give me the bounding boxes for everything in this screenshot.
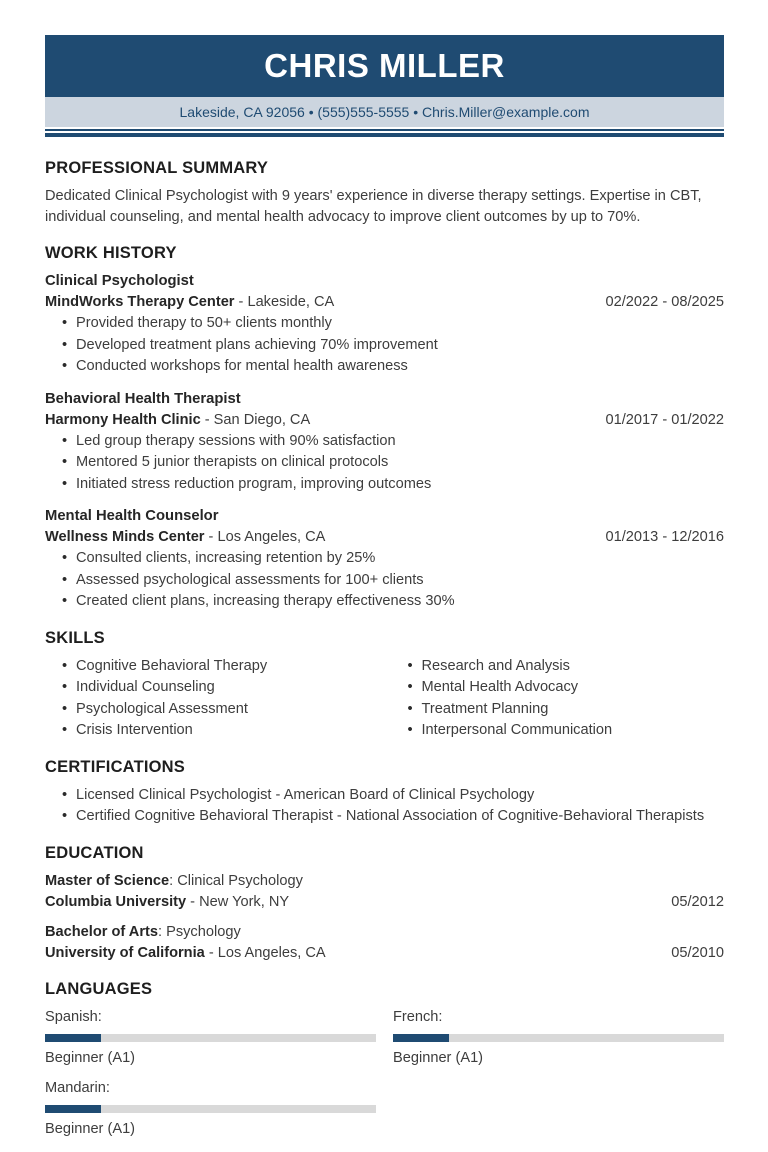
education-heading: EDUCATION: [45, 843, 144, 862]
job-company-location: [45, 410, 310, 431]
job-company: Wellness Minds Center: [45, 529, 205, 545]
job-title: Clinical Psychologist: [45, 273, 194, 289]
certification-item: • Licensed Clinical Psychologist - American Board of Clinical Psychology: [45, 785, 724, 807]
job-location: - Lakeside, CA: [234, 294, 335, 310]
job-bullet-list: [45, 431, 724, 496]
job-dates: 01/2013 - 12/2016: [605, 529, 724, 545]
certification-item: • Certified Cognitive Behavioral Therapist - National Association of Cognitive-Behavioral Therapists: [45, 806, 724, 828]
section-skills: [45, 629, 724, 742]
education-school-location: [45, 892, 289, 913]
work-history-heading: WORK HISTORY: [45, 244, 177, 262]
education-location: - Los Angeles, CA: [204, 944, 326, 961]
language-level-fill: [393, 1034, 449, 1042]
language-level-track: [45, 1105, 376, 1113]
skill-item: • Psychological Assessment: [45, 699, 379, 721]
education-entry: [45, 922, 724, 964]
skill-item: • Treatment Planning: [391, 699, 725, 721]
header-divider-thick: [45, 133, 724, 137]
job-bullet: • Assessed psychological assessments for 100+ clients: [45, 570, 724, 592]
language-level-track: [45, 1034, 376, 1042]
skills-heading: SKILLS: [45, 628, 105, 647]
section-education: [45, 844, 724, 964]
language-level-label: Beginner (A1): [45, 1120, 136, 1137]
job-bullet-list: [45, 313, 724, 378]
job-dates: 01/2017 - 01/2022: [605, 411, 724, 428]
job-location: - San Diego, CA: [200, 411, 311, 428]
job-bullet: • Developed treatment plans achieving 70% improvement: [45, 335, 724, 357]
education-degree: Master of Science: [45, 872, 170, 889]
education-degree-line: [45, 922, 724, 943]
job-company-line: [45, 410, 724, 431]
skill-item: • Cognitive Behavioral Therapy: [45, 656, 379, 678]
language-name: Spanish:: [45, 1008, 102, 1025]
language-entry: [393, 1007, 724, 1068]
language-entry: [45, 1007, 376, 1068]
job-bullet: • Consulted clients, increasing retention by 25%: [45, 548, 724, 570]
job-location: - Los Angeles, CA: [204, 529, 326, 545]
language-level-label: Beginner (A1): [393, 1049, 484, 1066]
languages-heading: LANGUAGES: [45, 979, 153, 998]
job-bullet: • Provided therapy to 50+ clients monthly: [45, 313, 724, 335]
job-entry: [45, 506, 724, 613]
job-title: Behavioral Health Therapist: [45, 390, 241, 407]
language-level-fill: [45, 1105, 101, 1113]
job-company-line: [45, 292, 724, 313]
education-school-location: [45, 943, 326, 964]
job-title: Mental Health Counselor: [45, 508, 219, 524]
resume-header: [45, 35, 724, 137]
languages-grid: [45, 1007, 724, 1139]
candidate-name: CHRIS MILLER: [264, 47, 505, 84]
contact-line: Lakeside, CA 92056 • (555)555-5555 • Chris.Miller@example.com: [179, 104, 590, 120]
education-school: Columbia University: [45, 893, 187, 910]
skills-columns: [45, 656, 724, 742]
certifications-heading: CERTIFICATIONS: [45, 757, 185, 776]
job-bullet: • Led group therapy sessions with 90% satisfaction: [45, 431, 724, 453]
name-banner: [45, 35, 724, 97]
job-dates: 02/2022 - 08/2025: [605, 294, 724, 310]
job-bullet: • Created client plans, increasing therapy effectiveness 30%: [45, 591, 724, 613]
job-bullet: • Mentored 5 junior therapists on clinical protocols: [45, 452, 724, 474]
header-divider-thin: [45, 129, 724, 131]
education-degree: Bachelor of Arts: [45, 923, 158, 940]
summary-text: Dedicated Clinical Psychologist with 9 years' experience in diverse therapy settings. Expertise in CBT, individual counseling, and mental health advocacy to improve client outcomes by up to 70%.: [45, 188, 702, 225]
skill-item: • Interpersonal Communication: [391, 720, 725, 742]
job-bullet: • Conducted workshops for mental health awareness: [45, 356, 724, 378]
skills-list-right: [391, 656, 725, 742]
education-school: University of California: [45, 944, 205, 961]
job-bullet: • Initiated stress reduction program, improving outcomes: [45, 474, 724, 496]
language-name: French:: [393, 1008, 443, 1025]
language-level-track: [393, 1034, 724, 1042]
education-location: - New York, NY: [186, 893, 290, 910]
education-date: 05/2012: [671, 893, 724, 910]
language-level-label: Beginner (A1): [45, 1049, 136, 1066]
job-company: Harmony Health Clinic: [45, 411, 201, 428]
job-company-line: [45, 527, 724, 548]
education-school-line: [45, 892, 724, 913]
job-company-location: [45, 292, 334, 313]
skill-item: • Individual Counseling: [45, 677, 379, 699]
skill-item: • Mental Health Advocacy: [391, 677, 725, 699]
skills-list-left: [45, 656, 379, 742]
education-school-line: [45, 943, 724, 964]
job-entry: [45, 271, 724, 378]
education-field: : Clinical Psychology: [169, 872, 303, 889]
skill-item: • Crisis Intervention: [45, 720, 379, 742]
job-entry: [45, 389, 724, 496]
education-date: 05/2010: [671, 944, 724, 961]
skill-item: • Research and Analysis: [391, 656, 725, 678]
section-languages: [45, 980, 724, 1139]
summary-heading: PROFESSIONAL SUMMARY: [45, 159, 269, 177]
certification-list: [45, 785, 724, 828]
language-entry: [45, 1078, 376, 1139]
education-entry: [45, 871, 724, 913]
section-professional-summary: [45, 159, 724, 228]
job-company: MindWorks Therapy Center: [45, 294, 235, 310]
job-company-location: [45, 527, 325, 548]
language-level-fill: [45, 1034, 101, 1042]
job-bullet-list: [45, 548, 724, 613]
section-work-history: [45, 244, 724, 613]
education-field: : Psychology: [158, 923, 241, 940]
education-degree-line: [45, 871, 724, 892]
language-name: Mandarin:: [45, 1079, 110, 1096]
section-certifications: [45, 758, 724, 828]
contact-bar: [45, 97, 724, 127]
